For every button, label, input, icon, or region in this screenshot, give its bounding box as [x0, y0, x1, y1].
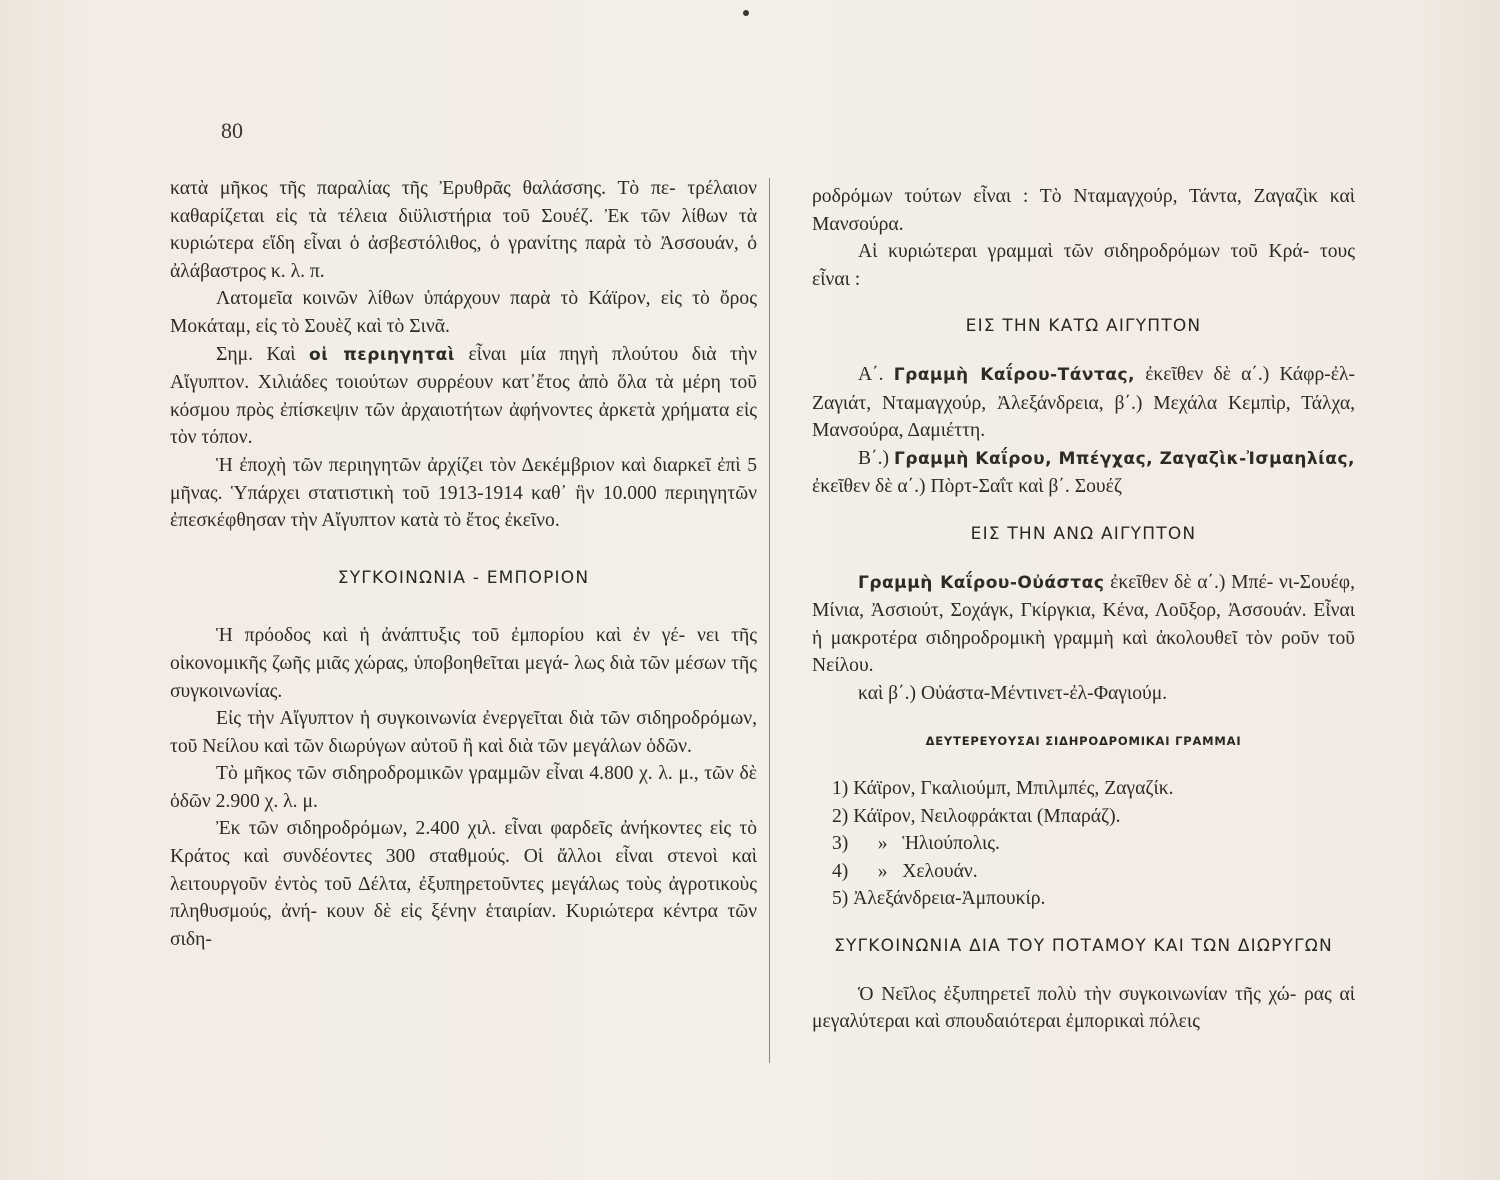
- note-prefix: Σημ. Καὶ: [216, 343, 296, 365]
- secondary-lines-list: [812, 775, 1355, 913]
- subsection-heading: ΔΕΥΤΕΡΕΥΟΥΣΑΙ ΣΙΔΗΡΟΔΡΟΜΙΚΑΙ ΓΡΑΜΜΑΙ: [925, 733, 1242, 748]
- list-item: 1) Κάϊρον, Γκαλιούμπ, Μπιλμπές, Ζαγαζίκ.: [832, 778, 1174, 800]
- line-name: Γραμμὴ Καΐρου-Οὐάστας: [858, 572, 1105, 593]
- paragraph: ροδρόμων τούτων εἶναι : Τὸ Νταμαγχούρ, Τάντα, Ζαγαζὶκ καὶ Μανσούρα.: [812, 186, 1355, 235]
- ink-dot: [743, 10, 749, 16]
- railway-line-b: [812, 445, 1355, 501]
- paragraph: Εἰς τὴν Αἴγυπτον ἡ συγκοινωνία ἐνεργεῖται διὰ τῶν σιδηροδρόμων, τοῦ Νείλου καὶ τῶν διωρύγων αὐτοῦ ἢ καὶ διὰ τῶν μεγάλων ὁδῶν.: [170, 708, 757, 757]
- paragraph: Ἡ ἐποχὴ τῶν περιηγητῶν ἀρχίζει τὸν Δεκέμβριον καὶ διαρκεῖ ἐπὶ 5 μῆνας. Ὑπάρχει στατιστικὴ τοῦ 1913-1914 καθ᾽ ἣν 10.000 περιηγητῶν ἐπεσκέφθησαν τὴν Αἴγυπτον κατὰ τὸ ἔτος ἐκεῖνο.: [170, 454, 757, 532]
- line-text: ἐκεῖθεν δὲ α΄.) Μπέ- νι-Σουέφ, Μίνια, Ἀσσιούτ, Σοχάγκ, Γκίργκια, Κένα, Λοῦξορ, Ἀσσουάν. Εἶναι ἡ μακροτέρα σιδηροδρομικὴ γραμμὴ καὶ ἀκολουθεῖ τὸν ροῦν τοῦ Νείλου.: [812, 571, 1356, 677]
- paragraph: Ἐκ τῶν σιδηροδρόμων, 2.400 χιλ. εἶναι φαρδεῖς ἀνήκοντες εἰς τὸ Κράτος καὶ συνδέοντες 300 σταθμούς. Οἱ ἄλλοι εἶναι στενοὶ καὶ λειτουργοῦν ἐντὸς τοῦ Δέλτα, ἐξυπηρετοῦντες μεγάλως τοὺς ἀγροτικοὺς πληθυσμούς, ἀνή- κουν δὲ εἰς ξένην ἑταιρίαν. Κυριώτερα κέντρα τῶν σιδη-: [170, 818, 757, 950]
- section-heading: ΕΙΣ ΤΗΝ ΚΑΤΩ ΑΙΓΥΠΤΟΝ: [965, 316, 1202, 337]
- section-heading: ΕΙΣ ΤΗΝ ΑΝΩ ΑΙΓΥΠΤΟΝ: [970, 523, 1197, 544]
- section-heading: ΣΥΓΚΟΙΝΩΝΙΑ - ΕΜΠΟΡΙΟΝ: [337, 567, 590, 588]
- paragraph: Αἱ κυριώτεραι γραμμαὶ τῶν σιδηροδρόμων τοῦ Κρά- τους εἶναι :: [812, 241, 1355, 290]
- note-text: εἶναι μία πηγὴ πλούτου διὰ τὴν Αἴγυπτον. Χιλιάδες τοιούτων συρρέουν κατ᾽ἔτος ἀπὸ ὅλα τὰ μέρη τοῦ κόσμου πρὸς ἐπίσκεψιν τῶν ἀρχαιοτήτων ἀφήνοντες ἀρκετὰ χρήματα εἰς τὸν τόπον.: [170, 343, 757, 449]
- list-item: 2) Κάϊρον, Νειλοφράκται (Μπαράζ).: [832, 805, 1121, 827]
- line-name: Γραμμὴ Καΐρου, Μπέγχας, Ζαγαζὶκ-Ἰσμαηλίας,: [894, 448, 1355, 469]
- railway-line-a: [812, 361, 1355, 445]
- section-heading: ΣΥΓΚΟΙΝΩΝΙΑ ΔΙΑ ΤΟΥ ΠΟΤΑΜΟΥ ΚΑΙ ΤΩΝ ΔΙΩΡΥΓΩΝ: [834, 936, 1333, 957]
- paragraph: Τὸ μῆκος τῶν σιδηροδρομικῶν γραμμῶν εἶναι 4.800 χ. λ. μ., τῶν δὲ ὁδῶν 2.900 χ. λ. μ.: [170, 763, 757, 812]
- line-text: ἐκεῖθεν δὲ α΄.) Κάφρ-ἐλ-Ζαγιάτ, Νταμαγχούρ, Ἀλεξάνδρεια, β΄.) Μεχάλα Κεμπὶρ, Τάλχα, Μανσούρα, Δαμιέττη.: [812, 363, 1356, 442]
- list-item: 5) Ἀλεξάνδρεια-Ἀμπουκίρ.: [832, 888, 1046, 910]
- line-text: ἐκεῖθεν δὲ α΄.) Πὸρτ-Σαΐτ καὶ β΄. Σουέζ: [812, 476, 1122, 498]
- list-item: 4) » Χελουάν.: [832, 860, 978, 882]
- railway-line-c: [812, 569, 1355, 680]
- paragraph: Λατομεῖα κοινῶν λίθων ὑπάρχουν παρὰ τὸ Κάϊρον, εἰς τὸ ὄρος Μοκάταμ, εἰς τὸ Σουὲζ καὶ τὸ Σινᾶ.: [170, 288, 757, 337]
- left-column: [170, 175, 757, 953]
- bold-term: οἱ περιηγηταὶ: [309, 344, 455, 365]
- line-label: Β΄.): [858, 447, 890, 469]
- list-item: 3) » Ἡλιούπολις.: [832, 833, 1000, 855]
- paragraph: [170, 341, 757, 452]
- paragraph: κατὰ μῆκος τῆς παραλίας τῆς Ἐρυθρᾶς θαλάσσης. Τὸ πε- τρέλαιον καθαρίζεται εἰς τὰ τέλεια διϋλιστήρια τοῦ Σουέζ. Ἐκ τῶν λίθων τὰ κυριώτερα εἴδη εἶναι ὁ ἀσβεστόλιθος, ὁ γρανίτης παρὰ τὸ Ἀσσουάν, ὁ ἀλάβαστρος κ. λ. π.: [170, 178, 757, 282]
- right-column: [812, 183, 1355, 1036]
- line-name: Γραμμὴ Καΐρου-Τάντας,: [893, 364, 1136, 385]
- page-number: 80: [221, 118, 243, 143]
- paragraph: Ὁ Νεῖλος ἐξυπηρετεῖ πολὺ τὴν συγκοινωνίαν τῆς χώ- ρας αἱ μεγαλύτεραι καὶ σπουδαιότεραι ἐμπορικαὶ πόλεις: [812, 983, 1355, 1033]
- column-divider: [769, 178, 770, 1063]
- line-label: Α΄.: [858, 363, 884, 385]
- paragraph: Ἡ πρόοδος καὶ ἡ ἀνάπτυξις τοῦ ἐμπορίου καὶ ἐν γέ- νει τῆς οἰκονομικῆς ζωῆς μιᾶς χώρας, ὑποβοηθεῖται μεγά- λως διὰ τῶν μέσων τῆς συγκοινωνίας.: [170, 625, 757, 702]
- paragraph: καὶ β΄.) Οὐάστα-Μέντινετ-ἐλ-Φαγιούμ.: [858, 682, 1168, 704]
